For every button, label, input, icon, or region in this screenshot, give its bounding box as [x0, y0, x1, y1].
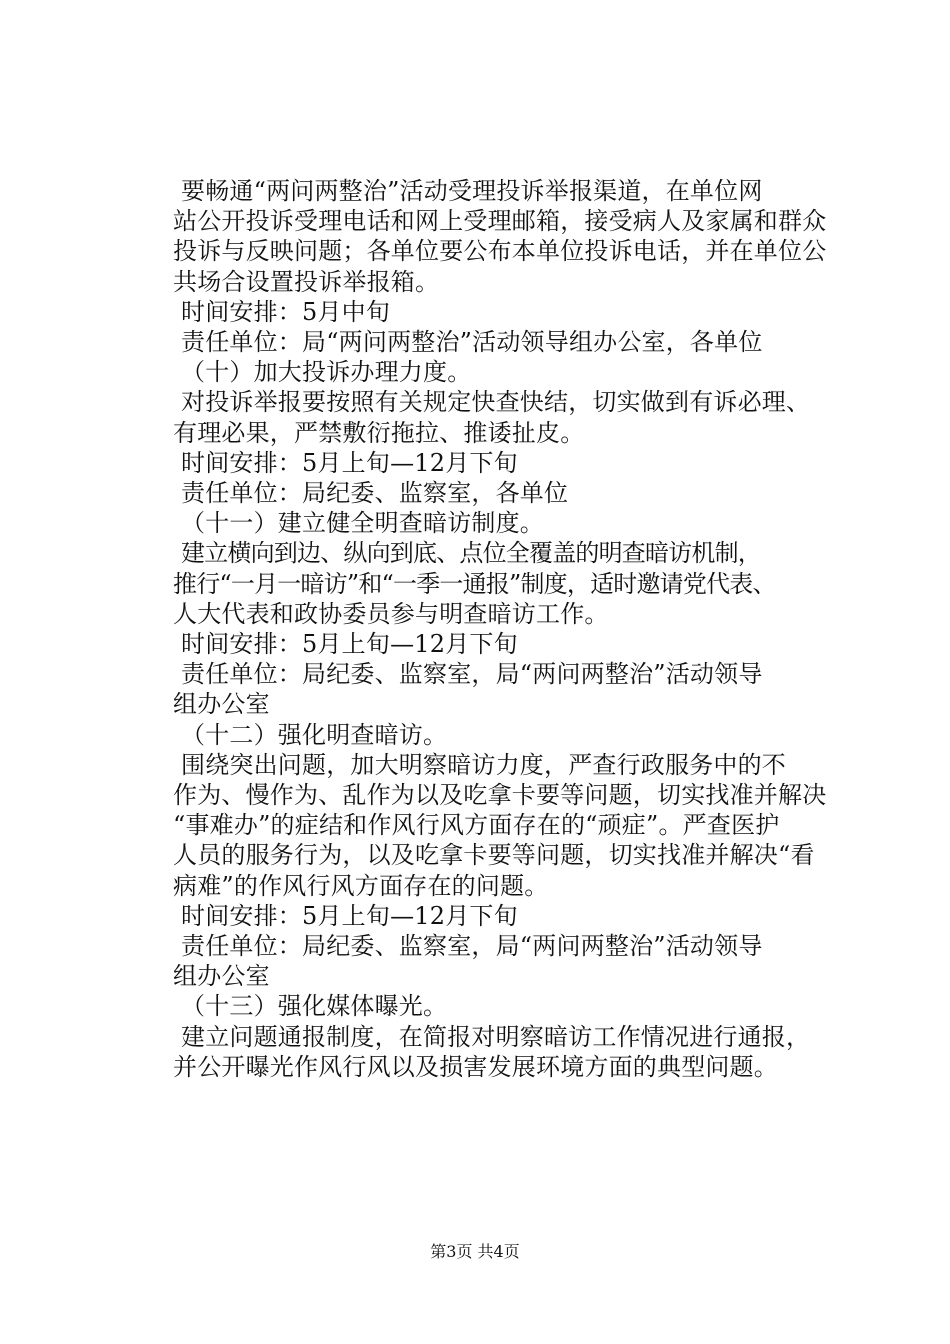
paragraph-line: 病难”的作风行风方面存在的问题。: [173, 871, 549, 900]
paragraph-line: 对投诉举报要按照有关规定快查快结，切实做到有诉必理、: [181, 388, 811, 417]
paragraph-line: 要畅通“两问两整治”活动受理投诉举报渠道，在单位网: [181, 177, 763, 205]
schedule-line: 时间安排：5月上旬—12月下旬: [181, 630, 518, 658]
schedule-line: 时间安排：5月上旬—12月下旬: [181, 901, 518, 930]
responsibility-line: 责任单位：局纪委、监察室，各单位: [181, 479, 569, 507]
paragraph-line: 并公开曝光作风行风以及损害发展环境方面的典型问题。: [173, 1052, 778, 1081]
paragraph-line: “事难办”的症结和作风行风方面存在的“顽症”。严查医护: [173, 811, 780, 840]
paragraph-line: 人员的服务行为，以及吃拿卡要等问题，切实找准并解决“看: [173, 841, 815, 870]
paragraph-line: 站公开投诉受理电话和网上受理邮箱，接受病人及家属和群众: [173, 207, 827, 236]
paragraph-line: 建立横向到边、纵向到底、点位全覆盖的明查暗访机制，: [181, 539, 761, 568]
responsibility-line: 组办公室: [173, 962, 270, 991]
responsibility-line: 责任单位：局纪委、监察室，局“两问两整治”活动领导: [181, 660, 763, 689]
paragraph-line: 人大代表和政协委员参与明查暗访工作。: [173, 599, 609, 628]
paragraph-line: 建立问题通报制度，在简报对明察暗访工作情况进行通报，: [181, 1022, 811, 1051]
responsibility-line: 责任单位：局“两问两整治”活动领导组办公室，各单位: [181, 328, 763, 356]
section-heading: （十一）建立健全明查暗访制度。: [181, 509, 544, 538]
paragraph-line: 有理必果，严禁敷衍拖拉、推诿扯皮。: [173, 418, 585, 447]
schedule-line: 时间安排：5月上旬—12月下旬: [181, 448, 518, 477]
section-heading: （十）加大投诉办理力度。: [181, 358, 472, 387]
responsibility-line: 责任单位：局纪委、监察室，局“两问两整治”活动领导: [181, 932, 763, 960]
paragraph-line: 围绕突出问题，加大明察暗访力度，严查行政服务中的不: [181, 750, 786, 779]
section-heading: （十二）强化明查暗访。: [181, 720, 448, 749]
paragraph-line: 投诉与反映问题；各单位要公布本单位投诉电话，并在单位公: [173, 237, 827, 266]
schedule-line: 时间安排：5月中旬: [181, 297, 391, 326]
paragraph-line: 推行“一月一暗访”和“一季一通报”制度，适时邀请党代表、: [173, 569, 776, 598]
responsibility-line: 组办公室: [173, 690, 270, 719]
paragraph-line: 共场合设置投诉举报箱。: [173, 267, 440, 296]
page-footer: 第3页 共4页: [430, 1242, 520, 1261]
paragraph-line: 作为、慢作为、乱作为以及吃拿卡要等问题，切实找准并解决: [173, 781, 827, 809]
section-heading: （十三）强化媒体曝光。: [181, 992, 448, 1021]
